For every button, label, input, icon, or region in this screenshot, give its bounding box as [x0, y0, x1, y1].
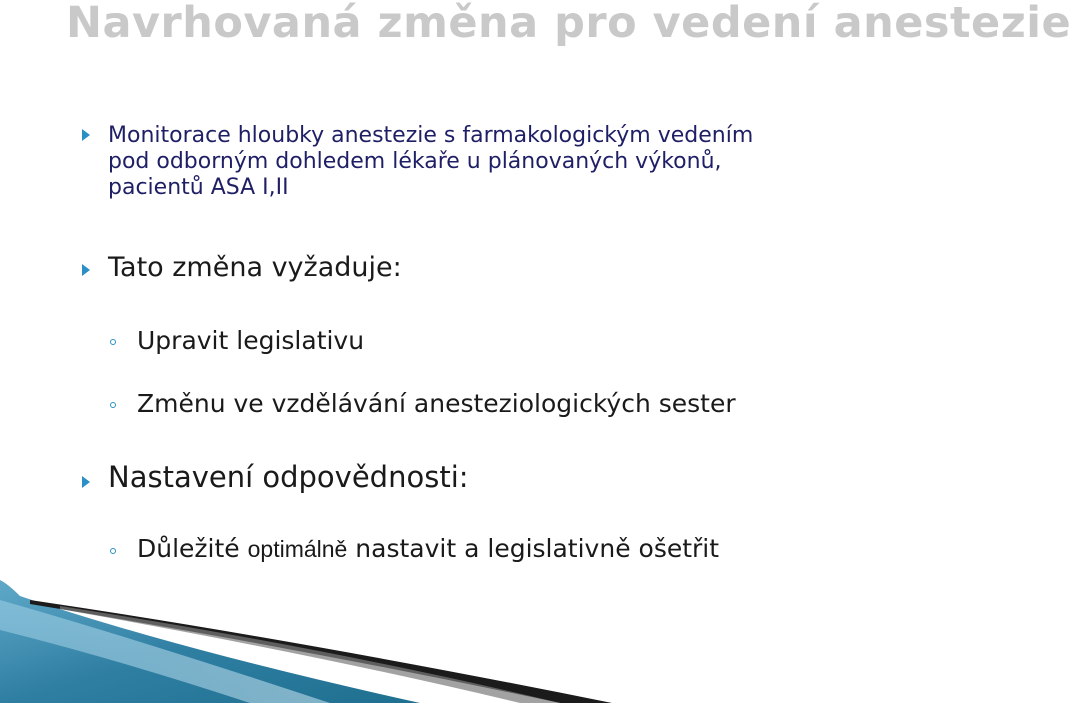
- bullet-line: pacientů ASA I,II: [108, 175, 289, 200]
- sub-bullet-zmenu: Změnu ve vzdělávání anesteziologických sester: [137, 389, 736, 418]
- bullet-tato-zmena: Tato změna vyžaduje:: [108, 252, 402, 283]
- sub-bullet-upravit: Upravit legislativu: [137, 326, 365, 355]
- bullet-nastaveni: Nastavení odpovědnosti:: [108, 460, 469, 494]
- bullet-line: Monitorace hloubky anestezie s farmakologickým vedením: [108, 123, 754, 148]
- sub-bullet-part-optimalne: optimálně: [247, 536, 348, 562]
- sub-bullet-part: nastavit a legislativně ošetřit: [347, 534, 720, 563]
- sub-bullet-part: Důležité: [137, 534, 248, 563]
- slide-title: Navrhovaná změna pro vedení anestezie: [66, 0, 1071, 48]
- bullet-line: pod odborným dohledem lékaře u plánovaných výkonů,: [108, 149, 722, 174]
